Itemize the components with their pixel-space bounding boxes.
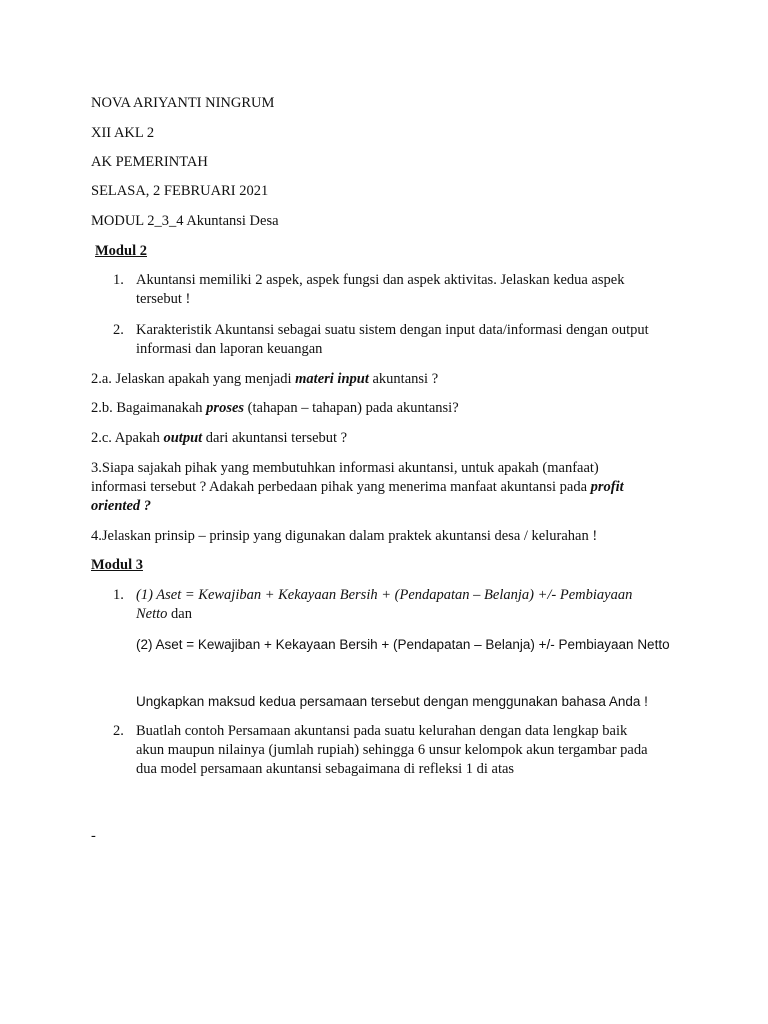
question-4: 4.Jelaskan prinsip – prinsip yang digunakan dalam praktek akuntansi desa / kelurahan ! — [91, 528, 598, 544]
question-2c-emphasis: output — [163, 430, 203, 446]
question-2b-suffix: (tahapan – tahapan) pada akuntansi? — [244, 400, 459, 416]
question-2a — [91, 370, 438, 389]
modul3-item2-line3: dua model persamaan akuntansi sebagaimana di refleksi 1 di atas — [136, 761, 515, 777]
question-2b — [91, 399, 459, 418]
question-2b-emphasis: proses — [206, 400, 245, 416]
question-2c-suffix: dari akuntansi tersebut ? — [202, 430, 348, 446]
modul3-item2-number: 2. — [113, 723, 124, 739]
modul2-item1-line2: tersebut ! — [136, 291, 191, 307]
modul3-item1-number: 1. — [113, 587, 124, 603]
student-class: XII AKL 2 — [91, 125, 155, 141]
modul3-item1-netto: Netto — [136, 606, 168, 622]
question-3-line2 — [91, 478, 624, 497]
module-title: MODUL 2_3_4 Akuntansi Desa — [91, 213, 279, 229]
modul2-heading: Modul 2 — [95, 243, 147, 259]
question-3-emphasis-oriented: oriented ? — [91, 498, 152, 514]
question-3-emphasis-profit: profit — [590, 479, 624, 495]
question-2c — [91, 429, 347, 448]
modul2-item1-number: 1. — [113, 272, 124, 288]
modul2-item2-line2: informasi dan laporan keuangan — [136, 341, 323, 357]
modul3-item2-line1: Buatlah contoh Persamaan akuntansi pada suatu kelurahan dengan data lengkap baik — [136, 723, 628, 739]
modul3-item1-dan: dan — [167, 606, 192, 622]
modul3-heading: Modul 3 — [91, 557, 143, 573]
document-date: SELASA, 2 FEBRUARI 2021 — [91, 183, 269, 199]
modul3-item2-line2: akun maupun nilainya (jumlah rupiah) sehingga 6 unsur kelompok akun tergambar pada — [136, 742, 648, 758]
modul2-item1-line1: Akuntansi memiliki 2 aspek, aspek fungsi dan aspek aktivitas. Jelaskan kedua aspek — [136, 272, 625, 288]
question-3-line2-text: informasi tersebut ? Adakah perbedaan pihak yang menerima manfaat akuntansi pada — [91, 479, 591, 495]
question-2a-emphasis: materi input — [295, 371, 369, 387]
question-2b-prefix: 2.b. Bagaimanakah — [91, 400, 207, 416]
modul3-item1-line1: (1) Aset = Kewajiban + Kekayaan Bersih + (Pendapatan – Belanja) +/- Pembiayaan — [136, 587, 633, 603]
subject-title: AK PEMERINTAH — [91, 154, 208, 170]
modul2-item2-line1: Karakteristik Akuntansi sebagai suatu sistem dengan input data/informasi dengan output — [136, 322, 649, 338]
question-2a-prefix: 2.a. Jelaskan apakah yang menjadi — [91, 371, 296, 387]
question-2a-suffix: akuntansi ? — [368, 371, 439, 387]
modul3-item1-instruction: Ungkapkan maksud kedua persamaan tersebut dengan menggunakan bahasa Anda ! — [136, 694, 648, 709]
question-2c-prefix: 2.c. Apakah — [91, 430, 164, 446]
modul3-item1-line2 — [136, 605, 192, 624]
footer-dash: - — [91, 828, 96, 844]
modul2-item2-number: 2. — [113, 322, 124, 338]
student-name: NOVA ARIYANTI NINGRUM — [91, 95, 275, 111]
question-3-line1: 3.Siapa sajakah pihak yang membutuhkan informasi akuntansi, untuk apakah (manfaat) — [91, 460, 599, 476]
modul3-item1-equation2: (2) Aset = Kewajiban + Kekayaan Bersih + (Pendapatan – Belanja) +/- Pembiayaan Netto — [136, 637, 670, 652]
